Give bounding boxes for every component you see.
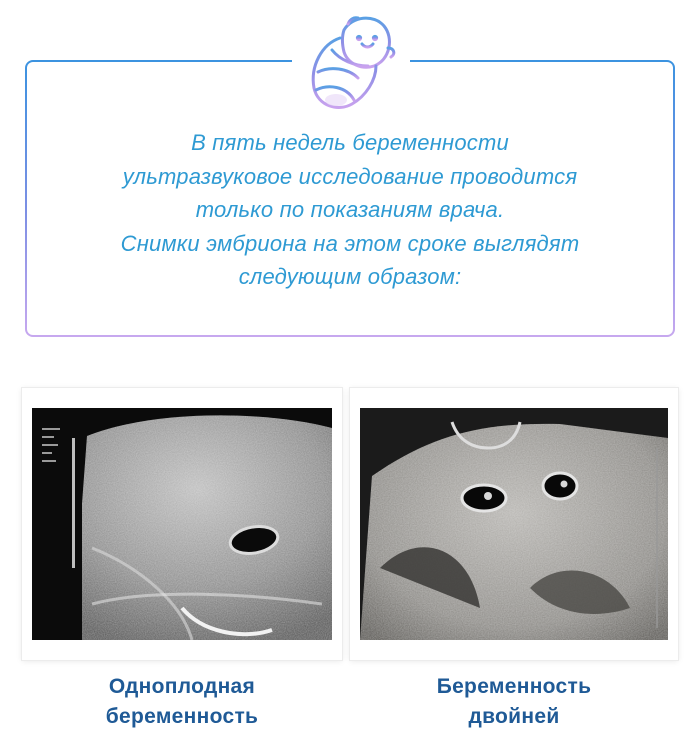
info-line: только по показаниям врача. (195, 197, 505, 222)
image-card-singleton (22, 388, 342, 660)
ultrasound-twins-image (360, 408, 668, 640)
caption-line: двойней (468, 705, 560, 728)
info-line: В пять недель беременности (191, 130, 509, 155)
info-line: следующим образом: (238, 264, 462, 289)
info-line: Снимки эмбриона на этом сроке выглядят (120, 230, 580, 256)
caption-line: Беременность (436, 675, 592, 698)
swaddled-baby-icon (296, 8, 408, 118)
caption-line: Одноплодная (108, 675, 256, 698)
caption-twins (350, 672, 678, 732)
info-text (40, 126, 660, 294)
ultrasound-singleton-image (32, 408, 332, 640)
caption-singleton (22, 672, 342, 732)
image-card-twins (350, 388, 678, 660)
info-line: ультразвуковое исследование проводится (122, 163, 578, 189)
caption-line: беременность (105, 705, 259, 728)
